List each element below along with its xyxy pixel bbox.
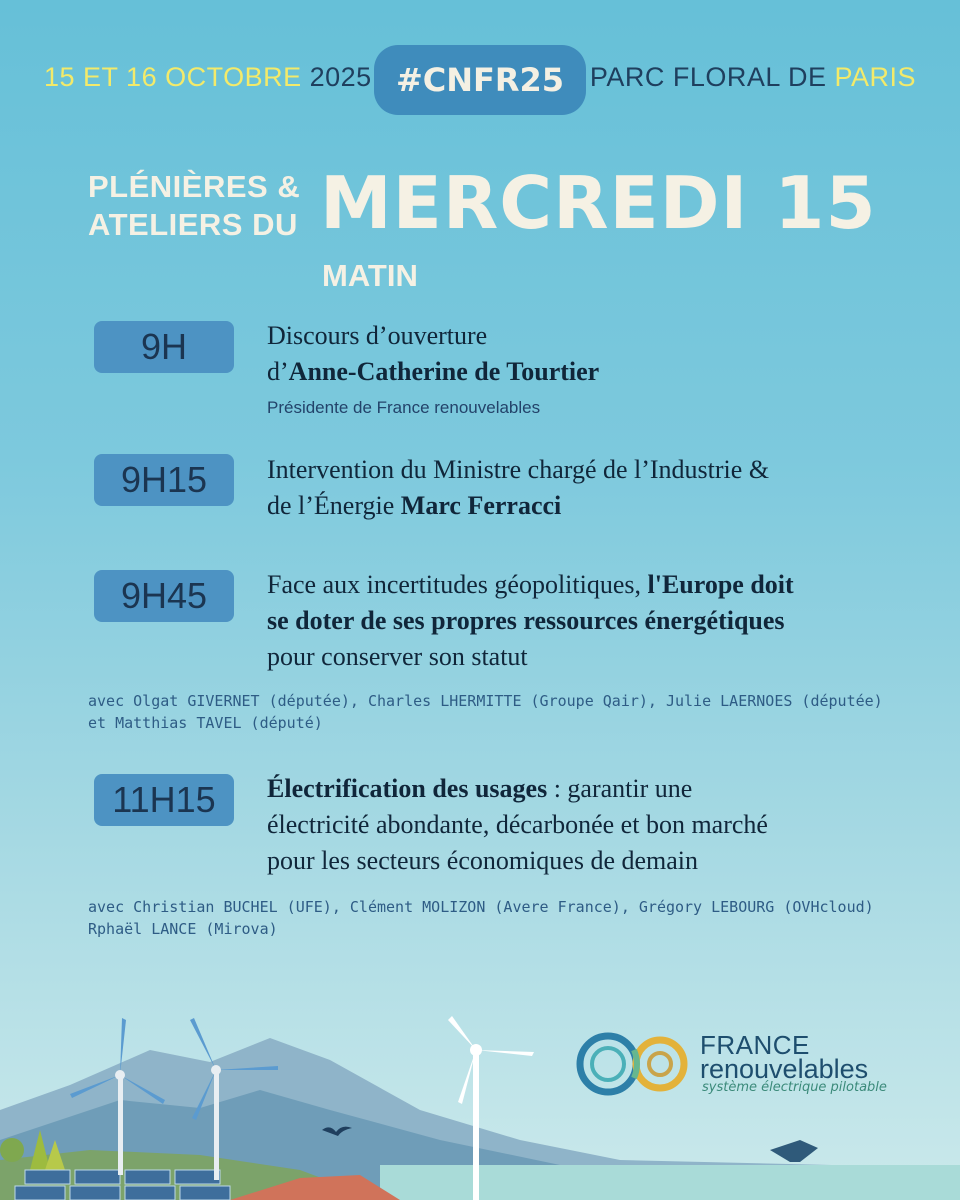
page-title: MERCREDI 15 [320, 161, 877, 245]
solar-panel [15, 1186, 65, 1200]
session-emphasis: Électrification des usages [267, 774, 548, 803]
session-time-badge: 9H15 [94, 454, 234, 506]
session-line [267, 603, 907, 639]
session-text: de l’Énergie [267, 491, 401, 520]
solar-panel [25, 1170, 70, 1184]
session-text: d’ [267, 357, 289, 386]
place-text: PARC FLORAL DE [589, 62, 835, 92]
solar-panel [125, 1186, 175, 1200]
session-line: électricité abondante, décarbonée et bon marché [267, 810, 768, 839]
date-year: 2025 [301, 62, 372, 92]
session-line: Intervention du Ministre chargé de l’Industrie & [267, 455, 770, 484]
session-description [267, 318, 907, 390]
logo-infinity-icon [572, 1028, 692, 1100]
session-emphasis: l'Europe doit [647, 570, 794, 599]
session-line [267, 488, 907, 524]
session-line [267, 771, 907, 807]
rock [770, 1140, 818, 1162]
session-time-badge: 9H [94, 321, 234, 373]
session-time-badge: 9H45 [94, 570, 234, 622]
solar-panel [70, 1186, 120, 1200]
session-description [267, 771, 907, 879]
session-line: Discours d’ouverture [267, 321, 488, 350]
speakers-line: Rphaël LANCE (Mirova) [88, 920, 278, 938]
logo-name-line2: renouvelables [700, 1054, 869, 1084]
place-highlight: PARIS [834, 62, 916, 92]
session-description [267, 567, 907, 675]
speakers-line: avec Christian BUCHEL (UFE), Clément MOLIZON (Avere France), Grégory LEBOURG (OVHcloud) [88, 898, 874, 916]
event-dates [44, 62, 372, 93]
session-speakers [88, 896, 888, 940]
speaker-name: Anne-Catherine de Tourtier [288, 357, 600, 386]
session-time-badge: 11H15 [94, 774, 234, 826]
solar-panel [175, 1170, 220, 1184]
title-line1: PLÉNIÈRES & [88, 169, 301, 204]
session-line [267, 354, 907, 390]
france-renouvelables-logo [572, 1028, 912, 1100]
speaker-role: Présidente de France renouvelables [267, 398, 541, 417]
solar-panel [75, 1170, 120, 1184]
logo-tagline: système électrique pilotable [702, 1080, 887, 1095]
event-location [590, 62, 916, 93]
solar-panel [180, 1186, 230, 1200]
session-speakers [88, 690, 888, 734]
date-highlight: 15 ET 16 OCTOBRE [44, 62, 302, 92]
solar-panel [125, 1170, 170, 1184]
speakers-line: et Matthias TAVEL (député) [88, 714, 323, 732]
speakers-line: avec Olgat GIVERNET (députée), Charles LHERMITTE (Groupe Qair), Julie LAERNOES (députée) [88, 692, 883, 710]
hashtag-pill: #CNFR25 [374, 45, 586, 115]
speaker-name: Marc Ferracci [400, 491, 562, 520]
session-description [267, 452, 907, 524]
tree [0, 1138, 24, 1162]
session-line [267, 567, 907, 603]
session-line: pour les secteurs économiques de demain [267, 846, 699, 875]
session-text: : garantir une [547, 774, 693, 803]
logo-name-line1: FRANCE [700, 1030, 810, 1060]
title-prefix [88, 168, 300, 244]
session-emphasis: se doter de ses propres ressources énergétiques [267, 606, 785, 635]
session-text: Face aux incertitudes géopolitiques, [267, 570, 648, 599]
session-line: pour conserver son statut [267, 642, 528, 671]
title-line2: ATELIERS DU [88, 207, 298, 242]
water [380, 1165, 960, 1200]
period-label: MATIN [322, 258, 418, 293]
